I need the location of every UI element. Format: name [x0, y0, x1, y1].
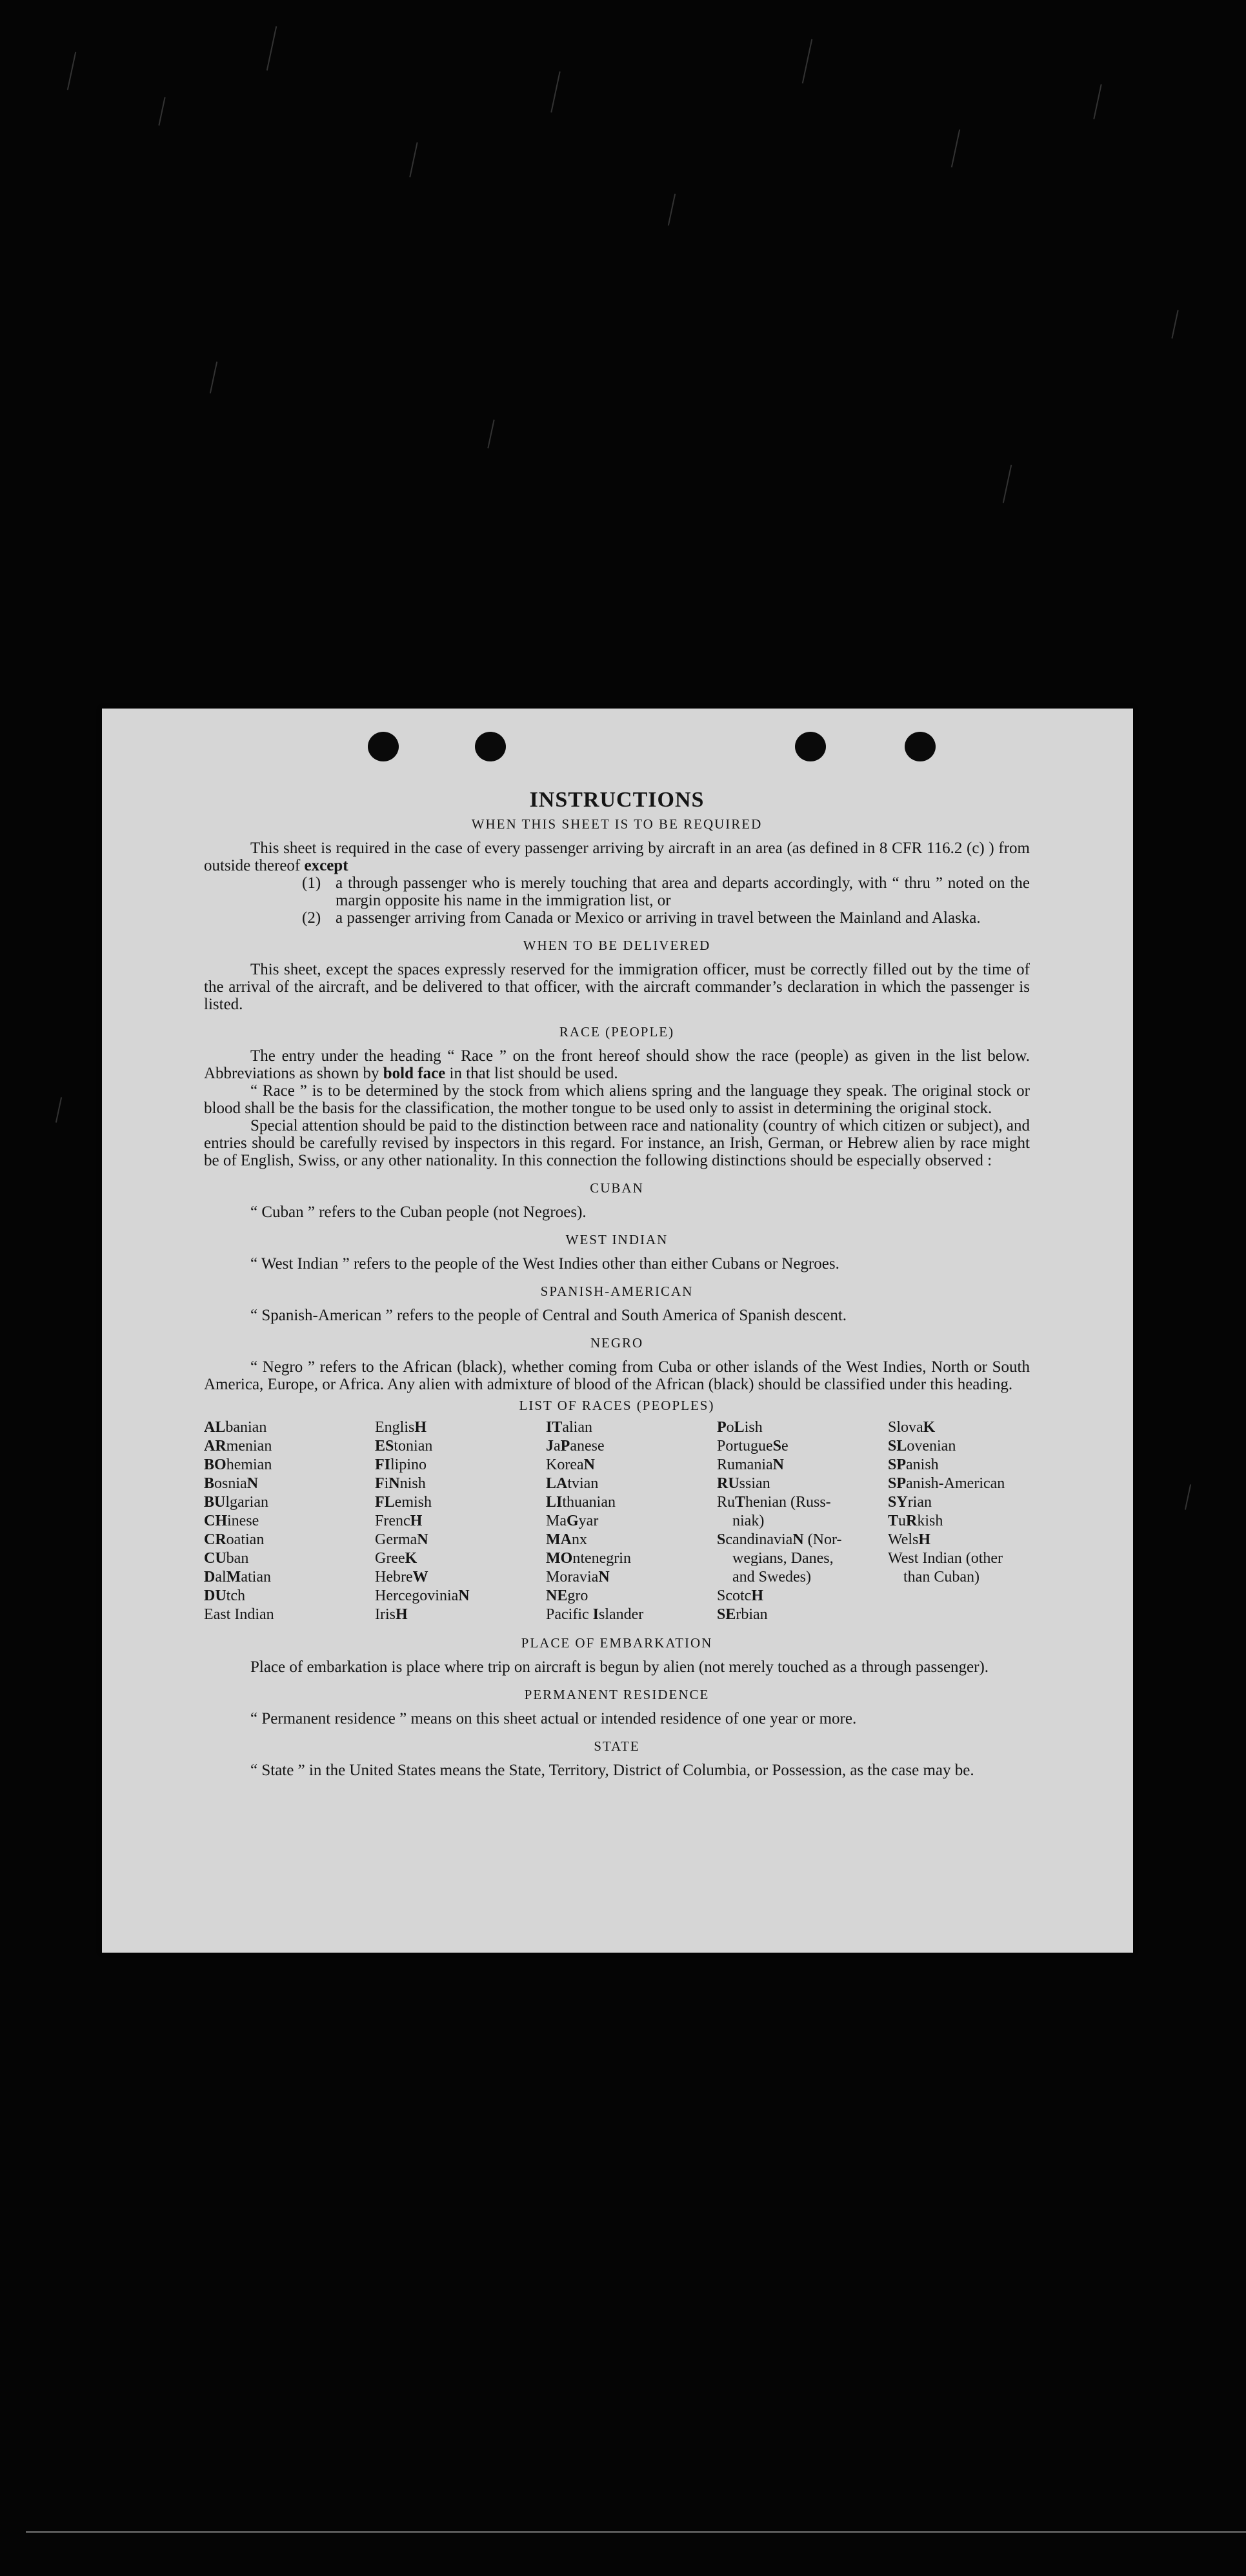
- race-entry: ITalian: [546, 1419, 592, 1436]
- film-scratch: [487, 419, 494, 448]
- race-entry: TuRkish: [888, 1513, 943, 1529]
- race-entry: East Indian: [204, 1606, 274, 1623]
- race-paragraph-3: Special attention should be paid to the distinction between race and nationality (country of which citizen or subject), and entries should be carefully revised by inspectors in this regard. For instance, an Irish, German, or Hebrew alien by race might be of English, Swiss, or any other nationality. In this connection the following distinctions should be especially observed :: [204, 1117, 1030, 1169]
- race-entry: EnglisH: [375, 1419, 427, 1436]
- race-entry: BOhemian: [204, 1456, 272, 1473]
- race-entry: MoraviaN: [546, 1569, 610, 1585]
- film-scratch: [67, 52, 76, 90]
- film-scratch: [55, 1097, 62, 1123]
- race-entry: ScandinaviaN (Nor- wegians, Danes, and Swedes): [717, 1531, 842, 1585]
- race-entry: DalMatian: [204, 1569, 271, 1585]
- race-entry: CRoatian: [204, 1531, 265, 1548]
- race-paragraph-2: “ Race ” is to be determined by the stock from which aliens spring and the language they speak. The original stock or blood shall be the basis for the classification, the mother tongue to be used only to assist in determining the original stock.: [204, 1082, 1030, 1117]
- section-heading-when-required: WHEN THIS SHEET IS TO BE REQUIRED: [471, 816, 763, 832]
- race-entry: DUtch: [204, 1587, 245, 1604]
- film-edge-line: [26, 2531, 1246, 2533]
- film-scratch: [951, 129, 960, 167]
- race-entry: CHinese: [204, 1513, 259, 1529]
- film-scratch: [210, 361, 217, 393]
- race-paragraph-1: The entry under the heading “ Race ” on the front hereof should show the race (people) as given in the list below. Abbreviations as shown by bold face in that list should be used.: [204, 1047, 1030, 1082]
- film-scratch: [1093, 84, 1101, 119]
- section-heading-embarkation: PLACE OF EMBARKATION: [521, 1635, 713, 1651]
- race-entry: BUlgarian: [204, 1494, 268, 1511]
- embarkation-text: Place of embarkation is place where trip on aircraft is begun by alien (not merely touched as a through passenger).: [250, 1658, 989, 1676]
- race-entry: SlovaK: [888, 1419, 936, 1436]
- race-entry: HebreW: [375, 1569, 428, 1585]
- race-entry: PortugueSe: [717, 1438, 789, 1454]
- section-heading-race: RACE (PEOPLE): [559, 1024, 675, 1040]
- race-entry: ARmenian: [204, 1438, 272, 1454]
- section-heading-permanent-residence: PERMANENT RESIDENCE: [524, 1687, 710, 1702]
- exception-item: [302, 909, 1030, 927]
- race-entry: ScotcH: [717, 1587, 763, 1604]
- punch-hole: [905, 732, 936, 761]
- state-text: “ State ” in the United States means the State, Territory, District of Columbia, or Possession, as the case may be.: [250, 1762, 974, 1779]
- race-entry: MOntenegrin: [546, 1550, 631, 1567]
- section-heading-state: STATE: [594, 1738, 640, 1754]
- race-entry: HercegoviniaN: [375, 1587, 470, 1604]
- negro-text: “ Negro ” refers to the African (black), whether coming from Cuba or other islands of the West Indies, North or South America, Europe, or Africa. Any alien with admixture of blood of the African (black) should be classified under this heading.: [204, 1358, 1030, 1393]
- when-required-intro: This sheet is required in the case of every passenger arriving by aircraft in an area (as defined in 8 CFR 116.2 (c) ) from outside thereof except: [204, 840, 1030, 874]
- race-entry: SPanish-American: [888, 1475, 1005, 1492]
- race-entry: WelsH: [888, 1531, 931, 1548]
- document-sheet: [102, 709, 1133, 1953]
- film-scratch: [266, 26, 277, 71]
- race-entry: FiNnish: [375, 1475, 426, 1492]
- races-column: [375, 1418, 546, 1624]
- exception-text: a passenger arriving from Canada or Mexico or arriving in travel between the Mainland and Alaska.: [336, 909, 981, 927]
- film-scratch: [1003, 465, 1012, 503]
- race-entry: FLemish: [375, 1494, 432, 1511]
- instructions-content: [204, 787, 1030, 1779]
- film-scratch: [1185, 1484, 1191, 1510]
- race-entry: PoLish: [717, 1419, 763, 1436]
- film-scratch: [802, 39, 813, 84]
- race-entry: BosniaN: [204, 1475, 259, 1492]
- race-entry: GreeK: [375, 1550, 417, 1567]
- film-scratch: [409, 142, 417, 177]
- races-list: [204, 1418, 1030, 1624]
- race-entry: CUban: [204, 1550, 249, 1567]
- race-entry: Pacific Islander: [546, 1606, 644, 1623]
- punch-hole: [368, 732, 399, 761]
- race-entry: SLovenian: [888, 1438, 956, 1454]
- race-entry: RuThenian (Russ- niak): [717, 1494, 831, 1529]
- race-entry: EStonian: [375, 1438, 433, 1454]
- race-entry: KoreaN: [546, 1456, 595, 1473]
- punch-hole: [475, 732, 506, 761]
- exception-item: [302, 874, 1030, 909]
- exception-number: (1): [302, 874, 321, 892]
- exception-text: a through passenger who is merely touching that area and departs accordingly, with “ thru ” noted on the margin opposite his name in the immigration list, or: [336, 874, 1030, 909]
- race-entry: MAnx: [546, 1531, 587, 1548]
- race-entry: ALbanian: [204, 1419, 267, 1436]
- cuban-text: “ Cuban ” refers to the Cuban people (not Negroes).: [250, 1203, 587, 1221]
- races-column: [888, 1418, 1030, 1624]
- race-entry: JaPanese: [546, 1438, 605, 1454]
- race-entry: RUssian: [717, 1475, 770, 1492]
- race-entry: GermaN: [375, 1531, 428, 1548]
- section-heading-spanish-american: SPANISH-AMERICAN: [540, 1283, 694, 1299]
- race-entry: FrencH: [375, 1513, 423, 1529]
- section-heading-cuban: CUBAN: [590, 1180, 644, 1196]
- except-emphasis: except: [304, 857, 348, 874]
- race-entry: LAtvian: [546, 1475, 599, 1492]
- races-column: [204, 1418, 375, 1624]
- race-entry: LIthuanian: [546, 1494, 616, 1511]
- film-scratch: [1171, 310, 1178, 338]
- race-entry: SYrian: [888, 1494, 932, 1511]
- punch-hole: [795, 732, 826, 761]
- spanish-american-text: “ Spanish-American ” refers to the people of Central and South America of Spanish descent.: [250, 1307, 847, 1324]
- race-entry: RumaniaN: [717, 1456, 784, 1473]
- race-entry: SPanish: [888, 1456, 939, 1473]
- section-heading-west-indian: WEST INDIAN: [565, 1232, 668, 1247]
- race-entry: SErbian: [717, 1606, 768, 1623]
- exception-number: (2): [302, 909, 321, 927]
- race-entry: NEgro: [546, 1587, 588, 1604]
- film-scratch: [668, 194, 676, 225]
- film-scratch: [550, 72, 560, 113]
- race-entry: MaGyar: [546, 1513, 599, 1529]
- race-entry: IrisH: [375, 1606, 408, 1623]
- section-heading-negro: NEGRO: [590, 1335, 644, 1351]
- section-heading-list-of-races: LIST OF RACES (PEOPLES): [519, 1398, 715, 1413]
- races-column: [546, 1418, 717, 1624]
- film-scratch: [158, 97, 165, 125]
- west-indian-text: “ West Indian ” refers to the people of the West Indies other than either Cubans or Negroes.: [250, 1255, 839, 1273]
- race-entry: FIlipino: [375, 1456, 427, 1473]
- when-delivered-text: This sheet, except the spaces expressly reserved for the immigration officer, must be correctly filled out by the time of the arrival of the aircraft, and be delivered to that officer, with the aircraft commander’s declaration in which the passenger is listed.: [204, 961, 1030, 1013]
- permanent-residence-text: “ Permanent residence ” means on this sheet actual or intended residence of one year or more.: [250, 1710, 857, 1727]
- page-title: INSTRUCTIONS: [529, 788, 705, 812]
- races-column: [717, 1418, 888, 1624]
- section-heading-when-delivered: WHEN TO BE DELIVERED: [523, 938, 711, 953]
- race-entry: West Indian (other than Cuban): [888, 1550, 1003, 1585]
